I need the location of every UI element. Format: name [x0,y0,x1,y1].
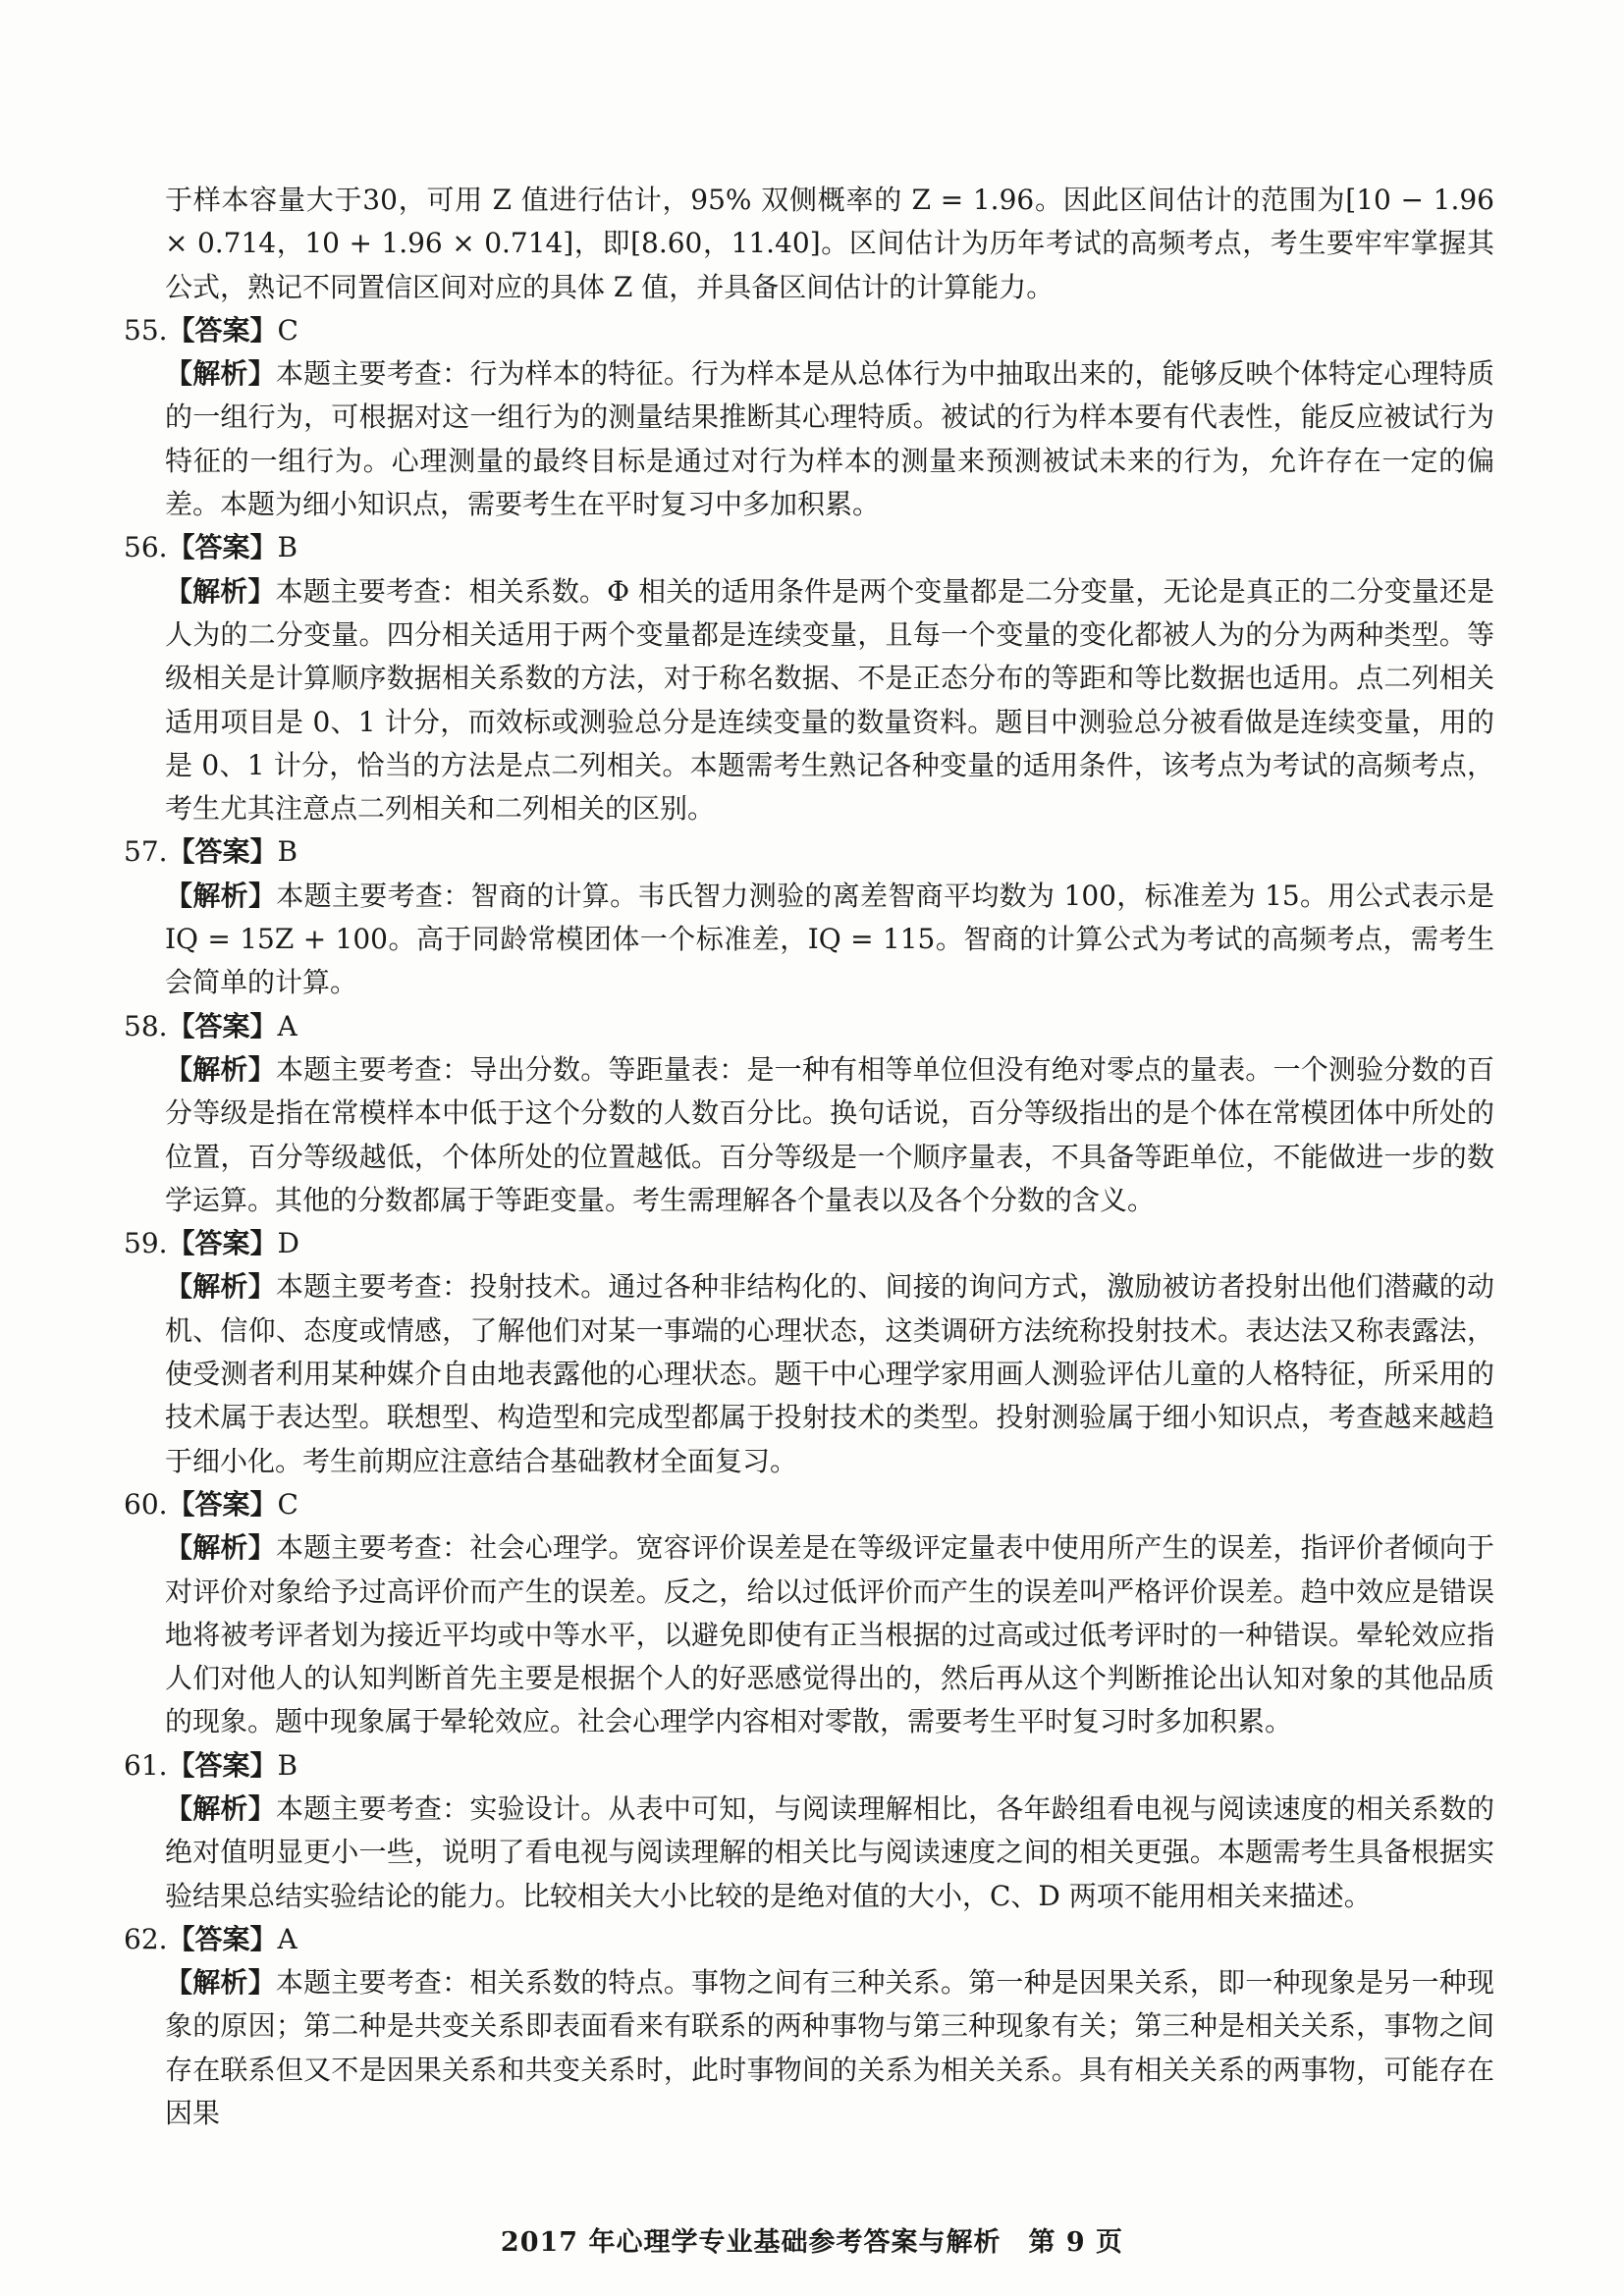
analysis-text: 本题主要考查：相关系数。Φ 相关的适用条件是两个变量都是二分变量，无论是真正的二分变量还是人为的二分变量。四分相关适用于两个变量都是连续变量，且每一个变量的变化都被人为的分为两种类型。等级相关是计算顺序数据相关系数的方法，对于称名数据、不是正态分布的等距和等比数据也适用。点二列相关适用项目是 0、1 计分，而效标或测验总分是连续变量的数量资料。题目中测验总分被看做是连续变量，用的是 0、1 计分，恰当的方法是点二列相关。本题需考生熟记各种变量的适用条件，该考点为考试的高频考点，考生尤其注意点二列相关和二列相关的区别。 [165,574,1494,826]
question-answer-line [124,309,1494,352]
answer-label: 【答案】 [167,313,278,347]
question-answer-line [124,1744,1494,1788]
analysis-paragraph [124,570,1494,831]
analysis-paragraph [124,352,1494,526]
analysis-text: 本题主要考查：智商的计算。韦氏智力测验的离差智商平均数为 100，标准差为 15。用公式表示是 IQ = 15Z + 100。高于同龄常模团体一个标准差，IQ = 115。智商的计算公式为考试的高频考点，需考生会简单的计算。 [165,879,1494,999]
analysis-text: 本题主要考查：社会心理学。宽容评价误差是在等级评定量表中使用所产生的误差，指评价者倾向于对评价对象给予过高评价而产生的误差。反之，给以过低评价而产生的误差叫严格评价误差。趋中效应是错误地将被考评者划为接近平均或中等水平，以避免即使有正当根据的过高或过低考评时的一种错误。晕轮效应指人们对他人的认知判断首先主要是根据个人的好恶感觉得出的，然后再从这个判断推论出认知对象的其他品质的现象。题中现象属于晕轮效应。社会心理学内容相对零散，需要考生平时复习时多加积累。 [165,1531,1494,1738]
answer-value: B [277,531,298,564]
answer-label: 【答案】 [167,531,278,564]
question-number: 60. [124,1487,168,1521]
continuation-paragraph: 于样本容量大于30，可用 Z 值进行估计，95% 双侧概率的 Z = 1.96。因此区间估计的范围为[10 − 1.96 × 0.714，10 + 1.96 × 0.714]，即[8.60，11.40]。区间估计为历年考试的高频考点，考生要牢牢掌握其公式，熟记不同置信区间对应的具体 Z 值，并具备区间估计的计算能力。 [165,184,1494,303]
question-number: 58. [124,1009,168,1042]
question-answer-line [124,1005,1494,1048]
analysis-text: 本题主要考查：导出分数。等距量表：是一种有相等单位但没有绝对零点的量表。一个测验分数的百分等级是指在常模样本中低于这个分数的人数百分比。换句话说，百分等级指出的是个体在常模团体中所处的位置，百分等级越低，个体所处的位置越低。百分等级是一个顺序量表，不具备等距单位，不能做进一步的数学运算。其他的分数都属于等距变量。考生需理解各个量表以及各个分数的含义。 [165,1052,1494,1216]
page-footer: 2017 年心理学专业基础参考答案与解析 第 9 页 [500,2227,1124,2258]
question-answer-line [124,526,1494,569]
analysis-label: 【解析】 [165,574,276,608]
question-answer-line [124,1483,1494,1526]
answer-value: A [277,1009,298,1042]
analysis-paragraph [124,1788,1494,1918]
answer-label: 【答案】 [167,1487,278,1521]
analysis-text: 本题主要考查：行为样本的特征。行为样本是从总体行为中抽取出来的，能够反映个体特定心理特质的一组行为，可根据对这一组行为的测量结果推断其心理特质。被试的行为样本要有代表性，能反应被试行为特征的一组行为。心理测量的最终目标是通过对行为样本的测量来预测被试未来的行为，允许存在一定的偏差。本题为细小知识点，需要考生在平时复习中多加积累。 [165,357,1494,521]
answer-label: 【答案】 [167,1748,278,1782]
analysis-label: 【解析】 [165,1270,276,1304]
answer-value: B [277,1748,298,1782]
question-number: 55. [124,313,168,347]
answer-value: C [277,1487,298,1521]
analysis-text: 本题主要考查：投射技术。通过各种非结构化的、间接的询问方式，激励被访者投射出他们潜藏的动机、信仰、态度或情感，了解他们对某一事端的心理状态，这类调研方法统称投射技术。表达法又称表露法，使受测者利用某种媒介自由地表露他的心理状态。题干中心理学家用画人测验评估儿童的人格特征，所采用的技术属于表达型。联想型、构造型和完成型都属于投射技术的类型。投射测验属于细小知识点，考查越来越趋于细小化。考生前期应注意结合基础教材全面复习。 [165,1270,1494,1477]
answer-content [124,179,1494,2135]
question-number: 61. [124,1748,168,1782]
analysis-label: 【解析】 [165,1531,276,1565]
answer-label: 【答案】 [167,835,278,869]
answer-label: 【答案】 [167,1227,278,1260]
analysis-paragraph [124,1961,1494,2135]
analysis-label: 【解析】 [165,1791,276,1825]
analysis-paragraph [124,875,1494,1005]
question-answer-line [124,1918,1494,1961]
question-number: 56. [124,531,168,564]
answer-label: 【答案】 [167,1922,278,1955]
question-number: 57. [124,835,168,869]
analysis-paragraph [124,1048,1494,1222]
answer-value: D [277,1227,299,1260]
analysis-label: 【解析】 [165,357,276,391]
analysis-label: 【解析】 [165,1966,276,2000]
analysis-paragraph [124,1265,1494,1482]
question-answer-line [124,1222,1494,1265]
analysis-text: 本题主要考查：实验设计。从表中可知，与阅读理解相比，各年龄组看电视与阅读速度的相关系数的绝对值明显更小一些，说明了看电视与阅读理解的相关比与阅读速度之间的相关更强。本题需考生具备根据实验结果总结实验结论的能力。比较相关大小比较的是绝对值的大小，C、D 两项不能用相关来描述。 [165,1791,1494,1912]
analysis-text: 本题主要考查：相关系数的特点。事物之间有三种关系。第一种是因果关系，即一种现象是另一种现象的原因；第二种是共变关系即表面看来有联系的两种事物与第三种现象有关；第三种是相关关系，事物之间存在联系但又不是因果关系和共变关系时，此时事物间的关系为相关关系。具有相关关系的两事物，可能存在因果 [165,1966,1494,2130]
question-list [124,309,1494,2135]
question-number: 59. [124,1227,168,1260]
answer-value: C [277,313,298,347]
analysis-paragraph [124,1526,1494,1743]
analysis-label: 【解析】 [165,1052,276,1086]
answer-label: 【答案】 [167,1009,278,1042]
answer-value: B [277,835,298,869]
question-number: 62. [124,1922,168,1955]
question-answer-line [124,830,1494,874]
analysis-label: 【解析】 [165,879,277,912]
answer-value: A [277,1922,298,1955]
